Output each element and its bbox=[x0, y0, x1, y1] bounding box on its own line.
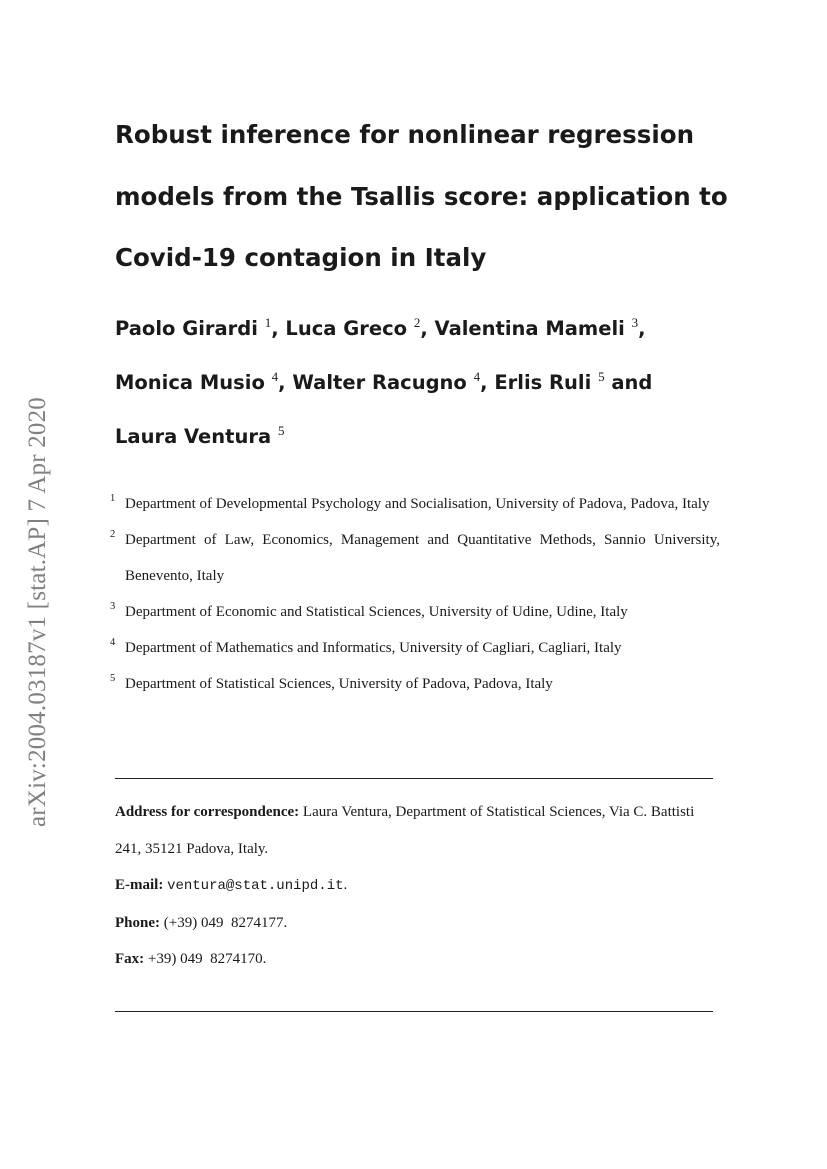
affiliation-number: 4 bbox=[110, 637, 116, 648]
author-name: Luca Greco bbox=[285, 317, 408, 340]
author-separator: , bbox=[271, 317, 286, 340]
author-affiliation-mark: 5 bbox=[598, 369, 605, 384]
affiliation-item bbox=[110, 486, 720, 522]
correspondence-phone bbox=[115, 905, 715, 942]
affiliation-list bbox=[110, 486, 720, 702]
author-name: Valentina Mameli bbox=[434, 317, 625, 340]
phone-label: Phone: bbox=[115, 914, 160, 931]
correspondence-fax bbox=[115, 941, 715, 978]
affiliation-number: 5 bbox=[110, 673, 116, 684]
affiliation-item bbox=[110, 522, 720, 594]
bottom-divider bbox=[115, 1011, 713, 1012]
top-divider bbox=[115, 778, 713, 779]
author-separator: and bbox=[604, 371, 653, 394]
author-name: Laura Ventura bbox=[115, 425, 272, 448]
author-name: Walter Racugno bbox=[292, 371, 467, 394]
affiliation-text: Department of Economic and Statistical Sciences, University of Udine, Udine, Italy bbox=[125, 604, 628, 620]
affiliation-text: Department of Developmental Psychology and Socialisation, University of Padova, Padova, Italy bbox=[125, 496, 710, 512]
author-affiliation-mark: 4 bbox=[271, 369, 279, 384]
email-label: E-mail: bbox=[115, 877, 164, 893]
author-separator: , bbox=[480, 371, 495, 394]
author-affiliation-mark: 1 bbox=[264, 315, 272, 330]
address-text: Laura Ventura, Department of Statistical Sciences, Via C. Battisti 241, 35121 Padova, Italy. bbox=[115, 804, 695, 857]
author-separator: , bbox=[278, 371, 293, 394]
address-label: Address for correspondence: bbox=[115, 804, 300, 820]
author-affiliation-mark: 4 bbox=[473, 369, 481, 384]
affiliation-number: 3 bbox=[110, 601, 116, 612]
affiliation-item bbox=[110, 666, 720, 702]
author-name: Monica Musio bbox=[115, 371, 265, 394]
author-separator: , bbox=[420, 317, 435, 340]
affiliation-text: Department of Law, Economics, Management and Quantitative Methods, Sannio University, Benevento, Italy bbox=[125, 532, 720, 584]
author-affiliation-mark: 2 bbox=[413, 315, 421, 330]
author-name: Paolo Girardi bbox=[115, 317, 258, 340]
affiliation-text: Department of Statistical Sciences, University of Padova, Padova, Italy bbox=[125, 676, 553, 692]
correspondence-block bbox=[115, 794, 715, 978]
author-list bbox=[115, 302, 735, 464]
fax-label: Fax: bbox=[115, 951, 145, 967]
email-link[interactable]: ventura@stat.unipd.it bbox=[167, 878, 344, 894]
arxiv-identifier: arXiv:2004.03187v1 [stat.AP] 7 Apr 2020 bbox=[24, 397, 51, 827]
correspondence-address bbox=[115, 794, 715, 867]
author-name: Erlis Ruli bbox=[494, 371, 592, 394]
author-affiliation-mark: 5 bbox=[277, 423, 285, 438]
email-trailing-period: . bbox=[343, 877, 348, 893]
fax-value: +39) 049 8274170. bbox=[147, 951, 267, 967]
paper-title: Robust inference for nonlinear regression models from the Tsallis score: application to Covid-19 contagion in Italy bbox=[115, 120, 728, 272]
affiliation-number: 2 bbox=[110, 529, 116, 540]
affiliation-item bbox=[110, 630, 720, 666]
author-affiliation-mark: 3 bbox=[631, 315, 639, 330]
affiliation-item bbox=[110, 594, 720, 630]
phone-value: (+39) 049 8274177. bbox=[163, 914, 288, 931]
author-separator: , bbox=[638, 317, 646, 340]
affiliation-text: Department of Mathematics and Informatics, University of Cagliari, Cagliari, Italy bbox=[125, 640, 622, 656]
correspondence-email bbox=[115, 867, 715, 905]
affiliation-number: 1 bbox=[110, 493, 116, 504]
